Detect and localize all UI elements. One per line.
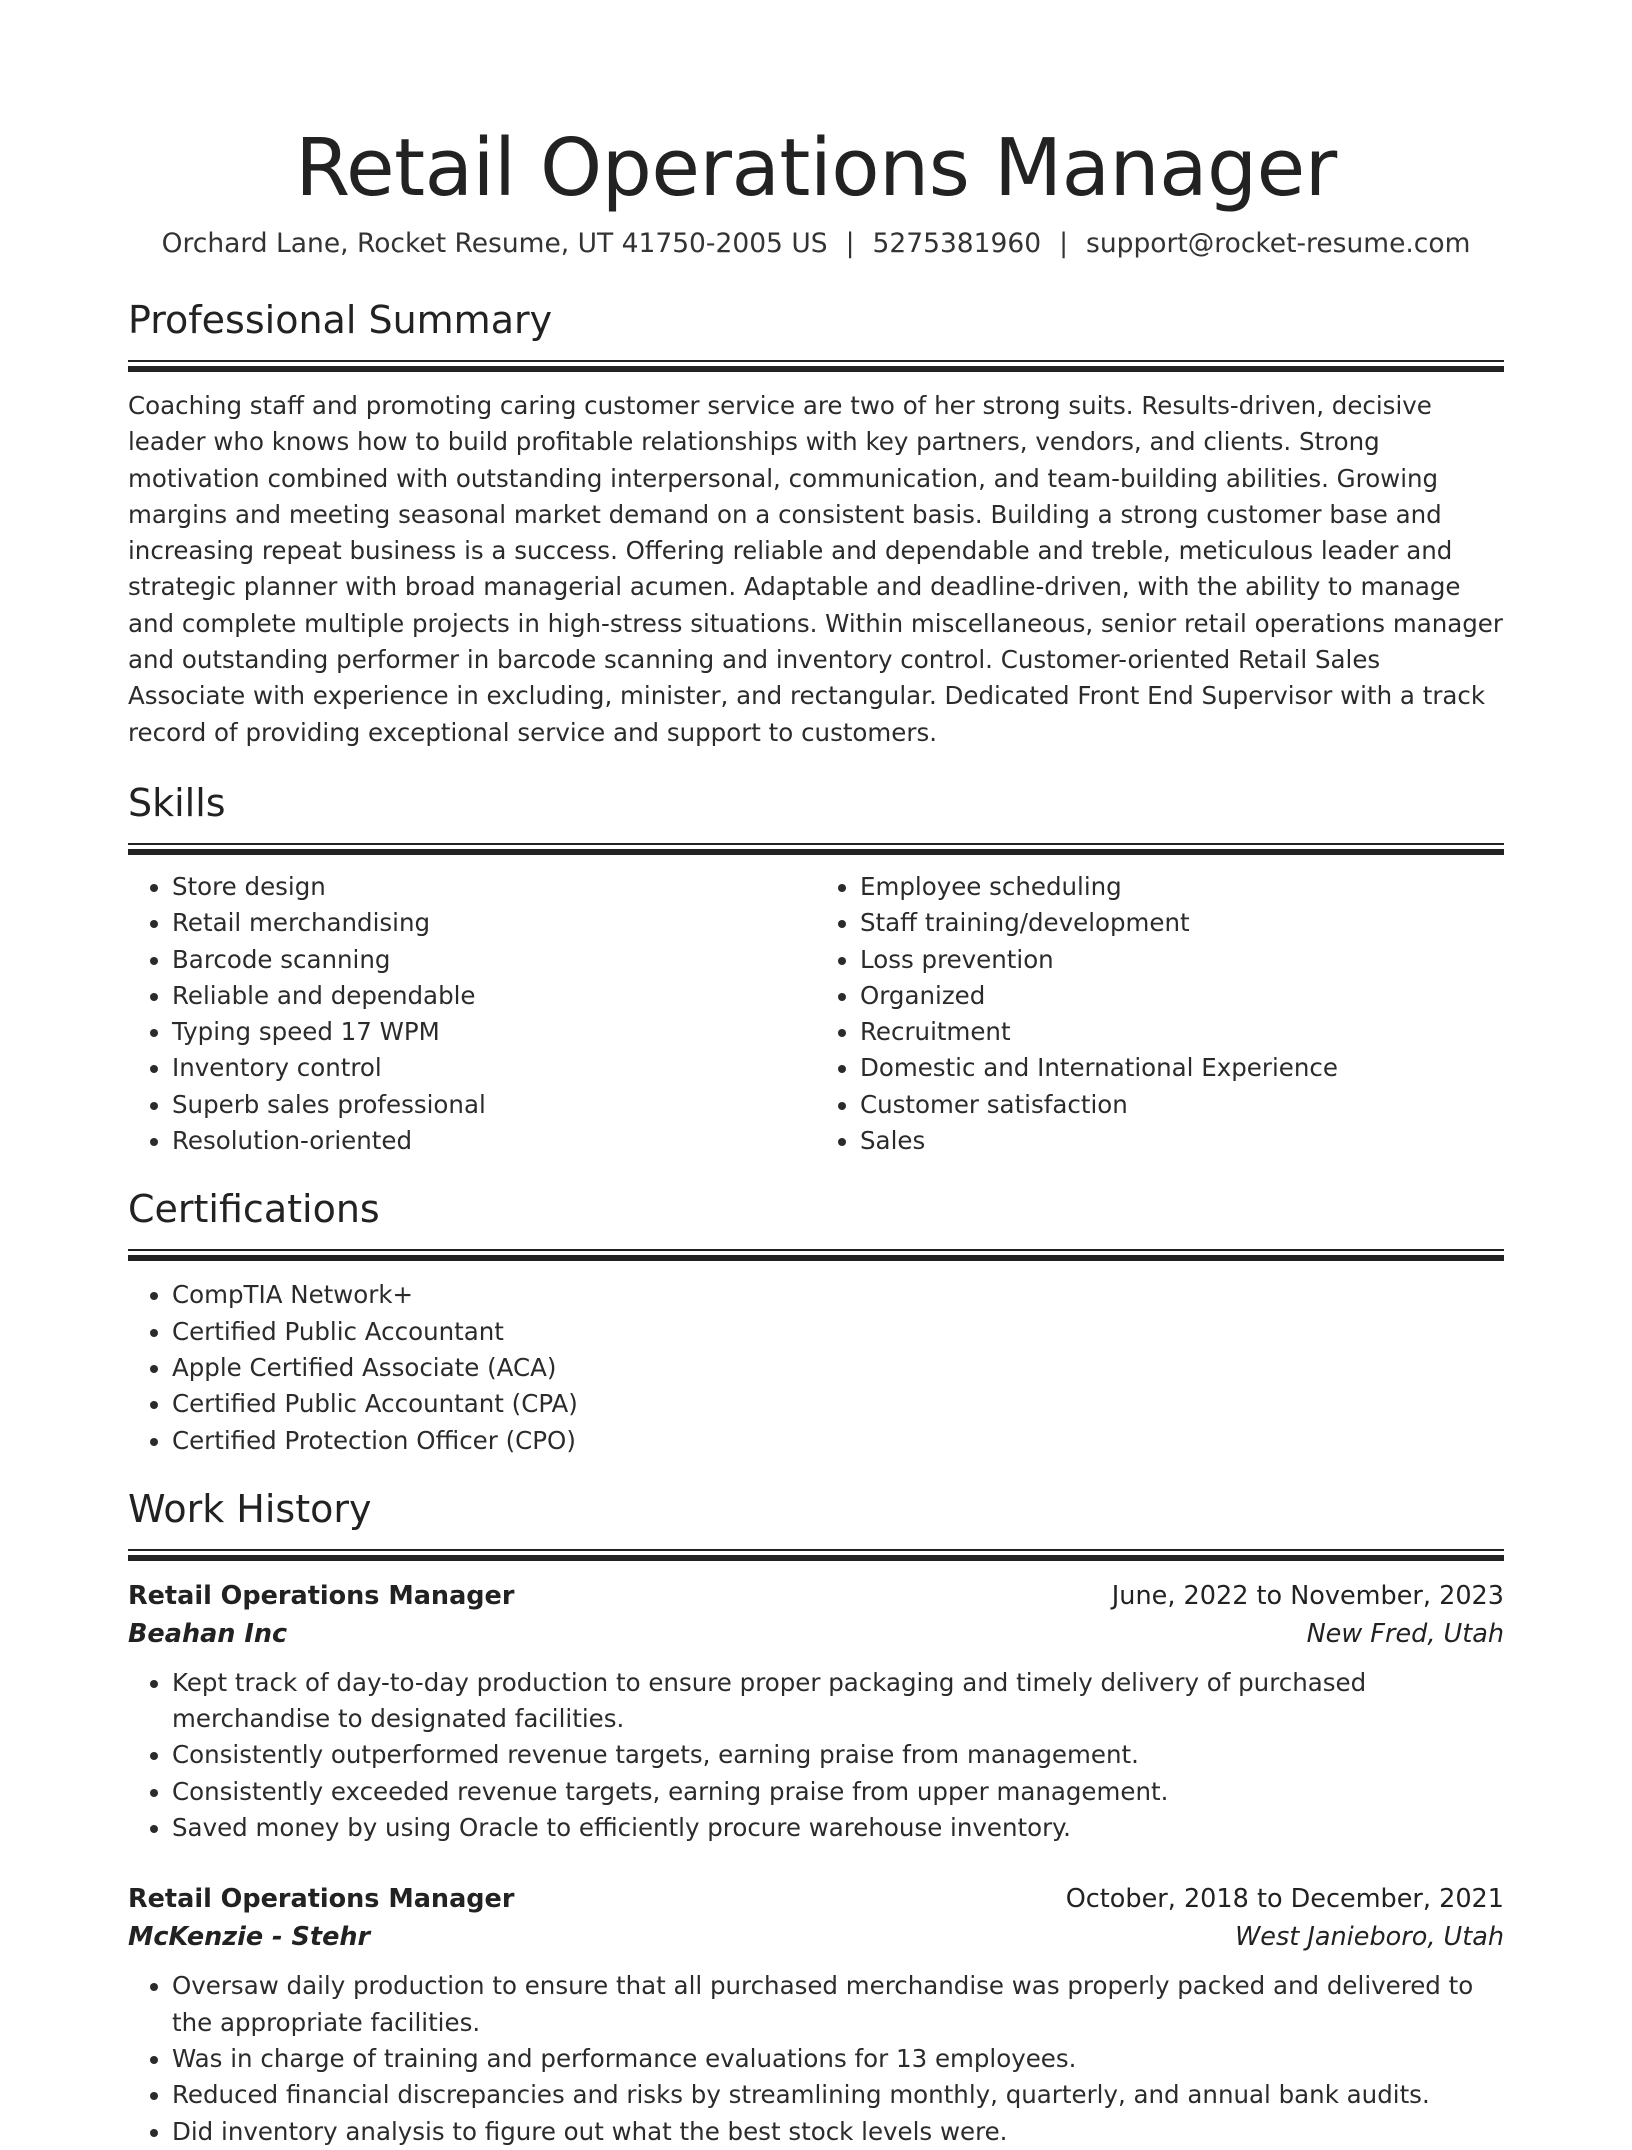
job-company: McKenzie - Stehr <box>128 1922 371 1953</box>
list-item: • Kept track of day-to-day production to ensure proper packaging and timely delivery of purchased merchandise to designated facilities. <box>172 1665 1504 1738</box>
list-item: • Inventory control <box>172 1050 816 1086</box>
list-item: • Consistently exceeded revenue targets, earning praise from upper management. <box>172 1774 1504 1810</box>
section-rule <box>128 843 1504 855</box>
jobs-container <box>128 1577 1504 2150</box>
job-dates: October, 2018 to December, 2021 <box>1065 1884 1504 1915</box>
list-item: • Typing speed 17 WPM <box>172 1014 816 1050</box>
page-title: Retail Operations Manager <box>295 122 1337 214</box>
list-item: • Barcode scanning <box>172 942 816 978</box>
list-item: • Staff training/development <box>860 905 1504 941</box>
work-heading: Work History <box>128 1486 372 1531</box>
job-location: New Fred, Utah <box>1306 1618 1504 1649</box>
job-dates: June, 2022 to November, 2023 <box>1111 1580 1504 1611</box>
job-bullets <box>128 1968 1504 2149</box>
job-location: West Janieboro, Utah <box>1235 1922 1504 1953</box>
list-item: • Certified Public Accountant (CPA) <box>172 1386 1504 1422</box>
list-item: • Did inventory analysis to figure out what the best stock levels were. <box>172 2114 1504 2150</box>
skills-columns <box>128 869 1504 1159</box>
skills-list-left <box>128 869 816 1159</box>
list-item: • Sales <box>860 1123 1504 1159</box>
list-item: • Was in charge of training and performance evaluations for 13 employees. <box>172 2041 1504 2077</box>
list-item: • Certified Public Accountant <box>172 1314 1504 1350</box>
summary-heading: Professional Summary <box>128 298 553 342</box>
list-item: • Recruitment <box>860 1014 1504 1050</box>
contact-separator: | <box>1059 228 1069 259</box>
list-item: • Domestic and International Experience <box>860 1050 1504 1086</box>
list-item: • Certified Protection Officer (CPO) <box>172 1423 1504 1459</box>
list-item: • Organized <box>860 978 1504 1014</box>
list-item: • Employee scheduling <box>860 869 1504 905</box>
job-company-row <box>128 1615 1504 1653</box>
job-entry <box>128 1577 1504 1846</box>
certifications-list <box>128 1277 1504 1458</box>
certifications-heading: Certifications <box>128 1187 380 1232</box>
summary-section <box>128 296 1504 751</box>
contact-phone: 5275381960 <box>872 228 1042 259</box>
contact-separator: | <box>845 228 855 259</box>
section-rule <box>128 1249 1504 1261</box>
list-item: • Loss prevention <box>860 942 1504 978</box>
job-entry <box>128 1880 1504 2149</box>
list-item: • Resolution-oriented <box>172 1123 816 1159</box>
list-item: • CompTIA Network+ <box>172 1277 1504 1313</box>
skills-list-right <box>816 869 1504 1159</box>
skills-heading: Skills <box>128 780 226 825</box>
contact-address: Orchard Lane, Rocket Resume, UT 41750-2005 US <box>161 228 828 259</box>
work-section <box>128 1485 1504 2150</box>
skills-section <box>128 779 1504 1159</box>
list-item: • Oversaw daily production to ensure that all purchased merchandise was properly packed and delivered to the appropriate facilities. <box>172 1968 1504 2041</box>
certifications-section <box>128 1185 1504 1458</box>
list-item: • Reliable and dependable <box>172 978 816 1014</box>
list-item: • Saved money by using Oracle to efficiently procure warehouse inventory. <box>172 1810 1504 1846</box>
contact-email: support@rocket-resume.com <box>1086 228 1471 259</box>
list-item: • Consistently outperformed revenue targets, earning praise from management. <box>172 1737 1504 1773</box>
summary-text: Coaching staff and promoting caring customer service are two of her strong suits. Results-driven, decisive leader who knows how to build profitable relationships with key partners, vendors, and clients. Strong motivation combined with outstanding interpersonal, communication, and team-building abilities. Growing margins and meeting seasonal market demand on a consistent basis. Building a strong customer base and increasing repeat business is a success. Offering reliable and dependable and treble, meticulous leader and strategic planner with broad managerial acumen. Adaptable and deadline-driven, with the ability to manage and complete multiple projects in high-stress situations. Within miscellaneous, senior retail operations manager and outstanding performer in barcode scanning and inventory control. Customer-oriented Retail Sales Associate with experience in excluding, minister, and rectangular. Dedicated Front End Supervisor with a track record of providing exceptional service and support to customers. <box>128 391 1503 747</box>
section-rule <box>128 1549 1504 1561</box>
job-title: Retail Operations Manager <box>128 1884 515 1915</box>
job-title: Retail Operations Manager <box>128 1580 515 1611</box>
list-item: • Reduced financial discrepancies and risks by streamlining monthly, quarterly, and annual bank audits. <box>172 2077 1504 2113</box>
contact-line <box>128 226 1504 262</box>
list-item: • Retail merchandising <box>172 905 816 941</box>
list-item: • Apple Certified Associate (ACA) <box>172 1350 1504 1386</box>
list-item: • Store design <box>172 869 816 905</box>
job-title-row <box>128 1880 1504 1918</box>
job-title-row <box>128 1577 1504 1615</box>
job-bullets <box>128 1665 1504 1846</box>
list-item: • Superb sales professional <box>172 1087 816 1123</box>
list-item: • Customer satisfaction <box>860 1087 1504 1123</box>
job-company: Beahan Inc <box>128 1618 288 1649</box>
job-company-row <box>128 1918 1504 1956</box>
section-rule <box>128 360 1504 372</box>
